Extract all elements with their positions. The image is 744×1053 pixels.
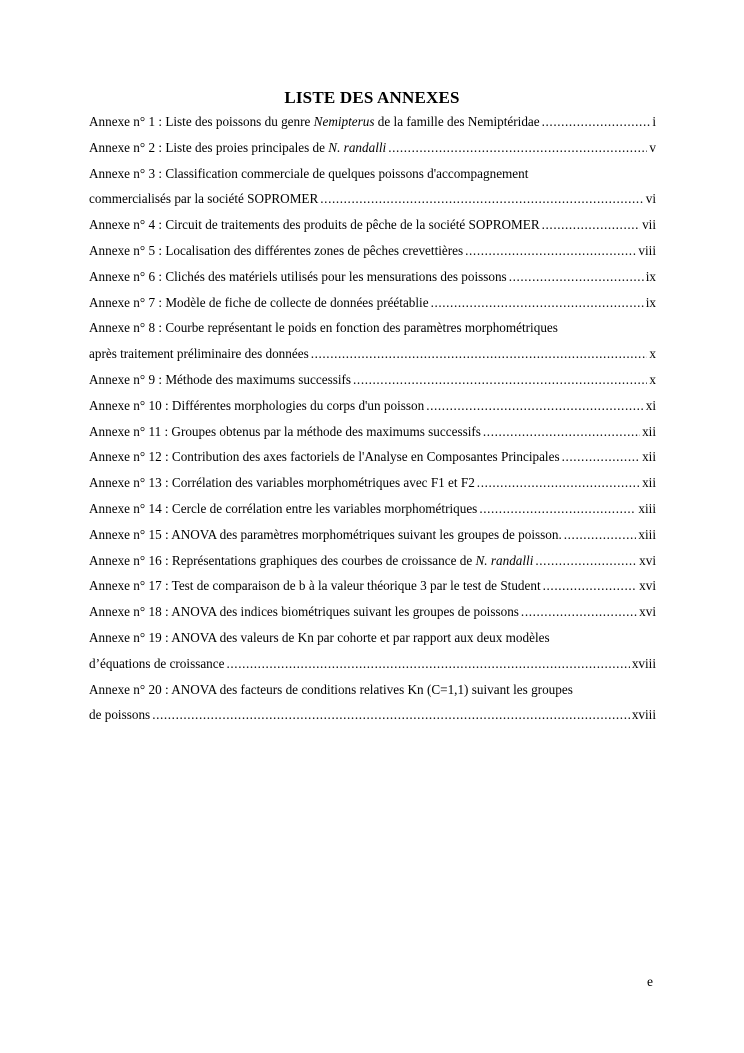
annex-page-number: xvi — [639, 604, 656, 620]
annex-page-number: xviii — [631, 655, 656, 671]
annex-entry-title-line: Annexe n° 8 : Courbe représentant le poids en fonction des paramètres morphométriques — [89, 320, 558, 336]
annex-entry[interactable] — [89, 625, 656, 677]
dot-leader — [542, 109, 651, 135]
species-name: Nemipterus — [313, 114, 375, 129]
dot-leader — [388, 135, 647, 161]
dot-leader — [477, 470, 640, 496]
annex-entry-title: commercialisés par la société SOPROMER — [89, 191, 319, 207]
annex-page-number: xiii — [638, 526, 656, 542]
annex-entry[interactable] — [89, 212, 656, 238]
annex-page-number: xvi — [639, 552, 656, 568]
annex-page-number: x — [649, 371, 656, 387]
annex-entry[interactable] — [89, 470, 656, 496]
page-number: e — [647, 974, 653, 989]
dot-leader — [311, 341, 648, 367]
annex-page-number: vi — [645, 191, 656, 207]
annex-entry-title-line: Annexe n° 20 : ANOVA des facteurs de conditions relatives Kn (C=1,1) suivant les groupes — [89, 681, 573, 697]
annex-entry[interactable] — [89, 264, 656, 290]
dot-leader — [562, 444, 641, 470]
annex-entry[interactable] — [89, 573, 656, 599]
dot-leader — [543, 573, 638, 599]
dot-leader — [353, 367, 647, 393]
annex-entry-title: après traitement préliminaire des données — [89, 346, 309, 362]
annex-entry-title: Annexe n° 12 : Contribution des axes factoriels de l'Analyse en Composantes Principales — [89, 449, 560, 465]
annex-entry-title-line: Annexe n° 3 : Classification commerciale de quelques poissons d'accompagnement — [89, 165, 529, 181]
annex-entry-title: Annexe n° 15 : ANOVA des paramètres morphométriques suivant les groupes de poisson. — [89, 526, 562, 542]
annex-page-number: xii — [642, 449, 656, 465]
annex-page-number: vii — [642, 217, 656, 233]
annex-entry[interactable] — [89, 548, 656, 574]
annex-page-number: xi — [645, 397, 656, 413]
dot-leader — [521, 599, 637, 625]
dot-leader — [152, 702, 630, 728]
annex-page-number: ix — [645, 268, 656, 284]
annex-entry[interactable] — [89, 161, 656, 213]
annex-entry-title: Annexe n° 13 : Corrélation des variables morphométriques avec F1 et F2 — [89, 475, 475, 491]
annex-entry[interactable] — [89, 290, 656, 316]
dot-leader — [431, 290, 644, 316]
annex-entry[interactable] — [89, 444, 656, 470]
annex-entry-title: Annexe n° 10 : Différentes morphologies du corps d'un poisson — [89, 397, 425, 413]
annex-entry-title: Annexe n° 6 : Clichés des matériels utilisés pour les mensurations des poissons — [89, 268, 507, 284]
annex-entry-title: Annexe n° 7 : Modèle de fiche de collecte de données préétablie — [89, 294, 429, 310]
annex-entry-title: Annexe n° 2 : Liste des proies principales de N. randalli — [89, 139, 387, 155]
annex-entry-title: Annexe n° 5 : Localisation des différentes zones de pêches crevettières — [89, 242, 464, 258]
annex-entry-title: de poissons — [89, 707, 151, 723]
annex-entry[interactable] — [89, 109, 656, 135]
annex-page-number: xvi — [639, 578, 656, 594]
annex-entry[interactable] — [89, 135, 656, 161]
annex-entry-title: d’équations de croissance — [89, 655, 225, 671]
annex-entry[interactable] — [89, 419, 656, 445]
annex-entry-title: Annexe n° 4 : Circuit de traitements des produits de pêche de la société SOPROMER — [89, 217, 540, 233]
dot-leader — [320, 186, 643, 212]
annex-entry-title-line: Annexe n° 19 : ANOVA des valeurs de Kn par cohorte et par rapport aux deux modèles — [89, 629, 550, 645]
species-name: N. randalli — [475, 552, 534, 568]
dot-leader — [426, 393, 644, 419]
annex-entry[interactable] — [89, 522, 656, 548]
annex-page-number: i — [652, 114, 656, 129]
annex-entry[interactable] — [89, 496, 656, 522]
annex-entry-title: Annexe n° 17 : Test de comparaison de b à la valeur théorique 3 par le test de Student — [89, 578, 541, 594]
dot-leader — [564, 522, 637, 548]
annex-page-number: v — [649, 139, 656, 155]
annex-entry-title: Annexe n° 16 : Représentations graphiques des courbes de croissance de N. randalli — [89, 552, 534, 568]
annex-page-number: ix — [645, 294, 656, 310]
annex-page-number: xii — [642, 423, 656, 439]
annex-page-number: x — [649, 346, 656, 362]
species-name: N. randalli — [328, 139, 387, 155]
annex-entry-title: Annexe n° 9 : Méthode des maximums successifs — [89, 371, 352, 387]
dot-leader — [509, 264, 644, 290]
annex-page-number: xiii — [638, 500, 656, 516]
annex-entry-title: Annexe n° 14 : Cercle de corrélation entre les variables morphométriques — [89, 500, 478, 516]
annex-list — [89, 109, 656, 728]
annex-entry[interactable] — [89, 599, 656, 625]
annex-entry[interactable] — [89, 677, 656, 729]
annex-entry[interactable] — [89, 393, 656, 419]
page-title: LISTE DES ANNEXES — [284, 88, 460, 107]
dot-leader — [535, 548, 637, 574]
dot-leader — [479, 496, 636, 522]
annex-entry[interactable] — [89, 367, 656, 393]
annex-entry[interactable] — [89, 238, 656, 264]
dot-leader — [542, 212, 640, 238]
annex-entry[interactable] — [89, 315, 656, 367]
annex-entry-title: Annexe n° 11 : Groupes obtenus par la méthode des maximums successifs — [89, 423, 481, 439]
annex-entry-title: Annexe n° 18 : ANOVA des indices biométriques suivant les groupes de poissons — [89, 604, 519, 620]
annex-page-number: xviii — [631, 707, 656, 723]
annex-page-number: viii — [638, 242, 656, 258]
dot-leader — [483, 419, 640, 445]
dot-leader — [227, 651, 630, 677]
dot-leader — [465, 238, 636, 264]
annex-page-number: xii — [642, 475, 656, 491]
annex-entry-title: Annexe n° 1 : Liste des poissons du genre Nemipterus de la famille des Nemiptéridae — [89, 114, 540, 129]
